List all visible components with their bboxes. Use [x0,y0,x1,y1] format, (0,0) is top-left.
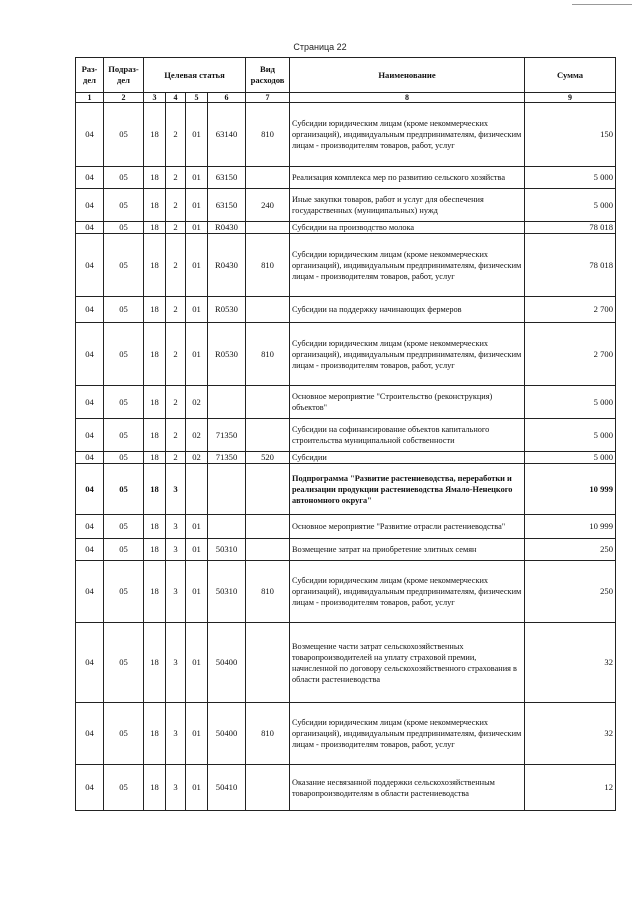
name-cell: Основное мероприятие "Строительство (реконструкция) объектов" [290,386,525,419]
table-row [76,623,616,703]
expense-type-cell [246,419,290,452]
name-cell: Субсидии юридическим лицам (кроме некоммерческих организаций), индивидуальным предпринимателям, физическим лицам - производителям товаров, работ, услуг [290,561,525,623]
program-code-cell: 18 [144,297,166,323]
subprogram-code-cell: 2 [166,189,186,222]
program-code-cell: 18 [144,234,166,297]
subprogram-code-cell: 2 [166,297,186,323]
podrazdel-cell: 05 [104,103,144,167]
program-code-cell: 18 [144,623,166,703]
razdel-cell: 04 [76,703,104,765]
sum-cell: 5 000 [525,452,616,464]
subprogram-code-cell: 2 [166,222,186,234]
program-code-cell: 18 [144,452,166,464]
name-cell: Субсидии юридическим лицам (кроме некоммерческих организаций), индивидуальным предпринимателям, физическим лицам - производителям товаров, работ, услуг [290,323,525,386]
expense-type-cell: 810 [246,323,290,386]
program-code-cell: 18 [144,103,166,167]
activity-code-cell: 01 [186,323,208,386]
name-cell: Возмещение части затрат сельскохозяйственных товаропроизводителей на уплату страховой премии, начисленной по договору сельскохозяйственного страхования в области растениеводства [290,623,525,703]
expense-type-cell [246,539,290,561]
direction-code-cell: R0530 [208,323,246,386]
direction-code-cell [208,464,246,515]
sum-cell: 32 [525,623,616,703]
activity-code-cell: 01 [186,539,208,561]
program-code-cell: 18 [144,167,166,189]
table-row [76,539,616,561]
razdel-cell: 04 [76,765,104,811]
column-number: 3 [144,93,166,103]
expense-type-cell [246,765,290,811]
name-cell: Иные закупки товаров, работ и услуг для обеспечения государственных (муниципальных) нужд [290,189,525,222]
activity-code-cell [186,464,208,515]
column-number: 4 [166,93,186,103]
activity-code-cell: 01 [186,222,208,234]
activity-code-cell: 01 [186,703,208,765]
expense-type-cell: 810 [246,703,290,765]
activity-code-cell: 01 [186,167,208,189]
activity-code-cell: 01 [186,765,208,811]
podrazdel-cell: 05 [104,464,144,515]
table-row [76,419,616,452]
razdel-cell: 04 [76,167,104,189]
direction-code-cell: 50310 [208,539,246,561]
table-row [76,386,616,419]
header-razdel: Раз-дел [76,58,104,93]
column-number-row [76,93,616,103]
page-number-label: Страница 22 [293,42,347,52]
direction-code-cell: 50410 [208,765,246,811]
razdel-cell: 04 [76,386,104,419]
expense-type-cell: 520 [246,452,290,464]
activity-code-cell: 02 [186,419,208,452]
program-code-cell: 18 [144,703,166,765]
sum-cell: 5 000 [525,189,616,222]
podrazdel-cell: 05 [104,703,144,765]
podrazdel-cell: 05 [104,386,144,419]
podrazdel-cell: 05 [104,297,144,323]
name-cell: Субсидии на софинансирование объектов капитального строительства муниципальной собственности [290,419,525,452]
sum-cell: 32 [525,703,616,765]
expense-type-cell [246,297,290,323]
podrazdel-cell: 05 [104,539,144,561]
column-number: 8 [290,93,525,103]
table-row [76,561,616,623]
razdel-cell: 04 [76,561,104,623]
table-row [76,189,616,222]
name-cell: Подпрограмма "Развитие растениеводства, переработки и реализации продукции растениеводства Ямало-Ненецкого автономного округа" [290,464,525,515]
direction-code-cell: 63150 [208,167,246,189]
expense-type-cell [246,623,290,703]
header-summa: Сумма [525,58,616,93]
table-row [76,765,616,811]
name-cell: Оказание несвязанной поддержки сельскохозяйственным товаропроизводителям в области растениеводства [290,765,525,811]
subprogram-code-cell: 3 [166,515,186,539]
razdel-cell: 04 [76,234,104,297]
program-code-cell: 18 [144,539,166,561]
direction-code-cell [208,515,246,539]
name-cell: Субсидии [290,452,525,464]
razdel-cell: 04 [76,323,104,386]
expense-type-cell: 810 [246,234,290,297]
expense-type-cell [246,222,290,234]
program-code-cell: 18 [144,323,166,386]
table-row [76,234,616,297]
header-podrazdel: Подраз-дел [104,58,144,93]
direction-code-cell: 71350 [208,419,246,452]
name-cell: Реализация комплекса мер по развитию сельского хозяйства [290,167,525,189]
sum-cell: 2 700 [525,323,616,386]
subprogram-code-cell: 2 [166,386,186,419]
sum-cell: 10 999 [525,464,616,515]
sum-cell: 2 700 [525,297,616,323]
column-number: 9 [525,93,616,103]
header-celevaya-statya: Целевая статья [144,58,246,93]
direction-code-cell: 50400 [208,703,246,765]
direction-code-cell: R0430 [208,234,246,297]
direction-code-cell: 63140 [208,103,246,167]
razdel-cell: 04 [76,297,104,323]
direction-code-cell: R0430 [208,222,246,234]
name-cell: Возмещение затрат на приобретение элитных семян [290,539,525,561]
table-row [76,464,616,515]
podrazdel-cell: 05 [104,452,144,464]
name-cell: Субсидии на поддержку начинающих фермеров [290,297,525,323]
razdel-cell: 04 [76,222,104,234]
expense-type-cell [246,167,290,189]
podrazdel-cell: 05 [104,234,144,297]
expense-type-cell: 240 [246,189,290,222]
activity-code-cell: 02 [186,452,208,464]
podrazdel-cell: 05 [104,419,144,452]
column-number: 7 [246,93,290,103]
subprogram-code-cell: 3 [166,623,186,703]
column-number: 2 [104,93,144,103]
sum-cell: 12 [525,765,616,811]
program-code-cell: 18 [144,765,166,811]
table-row [76,323,616,386]
table-row [76,452,616,464]
subprogram-code-cell: 3 [166,539,186,561]
expense-type-cell: 810 [246,103,290,167]
table-body [76,103,616,811]
scan-mark [570,0,640,10]
direction-code-cell: 63150 [208,189,246,222]
subprogram-code-cell: 3 [166,464,186,515]
table-row [76,222,616,234]
column-number: 1 [76,93,104,103]
sum-cell: 150 [525,103,616,167]
table-row [76,515,616,539]
direction-code-cell: 50400 [208,623,246,703]
sum-cell: 78 018 [525,234,616,297]
table-row [76,297,616,323]
podrazdel-cell: 05 [104,323,144,386]
razdel-cell: 04 [76,515,104,539]
subprogram-code-cell: 2 [166,234,186,297]
podrazdel-cell: 05 [104,189,144,222]
program-code-cell: 18 [144,561,166,623]
activity-code-cell: 01 [186,297,208,323]
expense-type-cell [246,464,290,515]
razdel-cell: 04 [76,189,104,222]
subprogram-code-cell: 2 [166,323,186,386]
razdel-cell: 04 [76,103,104,167]
name-cell: Основное мероприятие "Развитие отрасли растениеводства" [290,515,525,539]
podrazdel-cell: 05 [104,222,144,234]
header-naimenovanie: Наименование [290,58,525,93]
program-code-cell: 18 [144,189,166,222]
subprogram-code-cell: 3 [166,703,186,765]
budget-table [75,57,616,811]
table-row [76,703,616,765]
podrazdel-cell: 05 [104,167,144,189]
subprogram-code-cell: 2 [166,103,186,167]
podrazdel-cell: 05 [104,561,144,623]
expense-type-cell [246,515,290,539]
subprogram-code-cell: 2 [166,167,186,189]
name-cell: Субсидии юридическим лицам (кроме некоммерческих организаций), индивидуальным предпринимателям, физическим лицам - производителям товаров, работ, услуг [290,234,525,297]
direction-code-cell: 50310 [208,561,246,623]
table-row [76,103,616,167]
expense-type-cell [246,386,290,419]
program-code-cell: 18 [144,419,166,452]
subprogram-code-cell: 2 [166,452,186,464]
table-row [76,167,616,189]
subprogram-code-cell: 3 [166,765,186,811]
podrazdel-cell: 05 [104,765,144,811]
sum-cell: 250 [525,539,616,561]
column-number: 5 [186,93,208,103]
activity-code-cell: 02 [186,386,208,419]
activity-code-cell: 01 [186,515,208,539]
sum-cell: 250 [525,561,616,623]
name-cell: Субсидии юридическим лицам (кроме некоммерческих организаций), индивидуальным предпринимателям, физическим лицам - производителям товаров, работ, услуг [290,703,525,765]
sum-cell: 10 999 [525,515,616,539]
sum-cell: 5 000 [525,167,616,189]
razdel-cell: 04 [76,464,104,515]
razdel-cell: 04 [76,419,104,452]
direction-code-cell: R0530 [208,297,246,323]
header-vid-rashodov: Вид расходов [246,58,290,93]
activity-code-cell: 01 [186,623,208,703]
activity-code-cell: 01 [186,234,208,297]
podrazdel-cell: 05 [104,515,144,539]
program-code-cell: 18 [144,464,166,515]
program-code-cell: 18 [144,386,166,419]
razdel-cell: 04 [76,539,104,561]
column-number: 6 [208,93,246,103]
direction-code-cell [208,386,246,419]
subprogram-code-cell: 2 [166,419,186,452]
sum-cell: 5 000 [525,386,616,419]
activity-code-cell: 01 [186,103,208,167]
sum-cell: 5 000 [525,419,616,452]
activity-code-cell: 01 [186,189,208,222]
expense-type-cell: 810 [246,561,290,623]
program-code-cell: 18 [144,222,166,234]
razdel-cell: 04 [76,452,104,464]
subprogram-code-cell: 3 [166,561,186,623]
direction-code-cell: 71350 [208,452,246,464]
sum-cell: 78 018 [525,222,616,234]
razdel-cell: 04 [76,623,104,703]
activity-code-cell: 01 [186,561,208,623]
name-cell: Субсидии на производство молока [290,222,525,234]
name-cell: Субсидии юридическим лицам (кроме некоммерческих организаций), индивидуальным предпринимателям, физическим лицам - производителям товаров, работ, услуг [290,103,525,167]
program-code-cell: 18 [144,515,166,539]
podrazdel-cell: 05 [104,623,144,703]
